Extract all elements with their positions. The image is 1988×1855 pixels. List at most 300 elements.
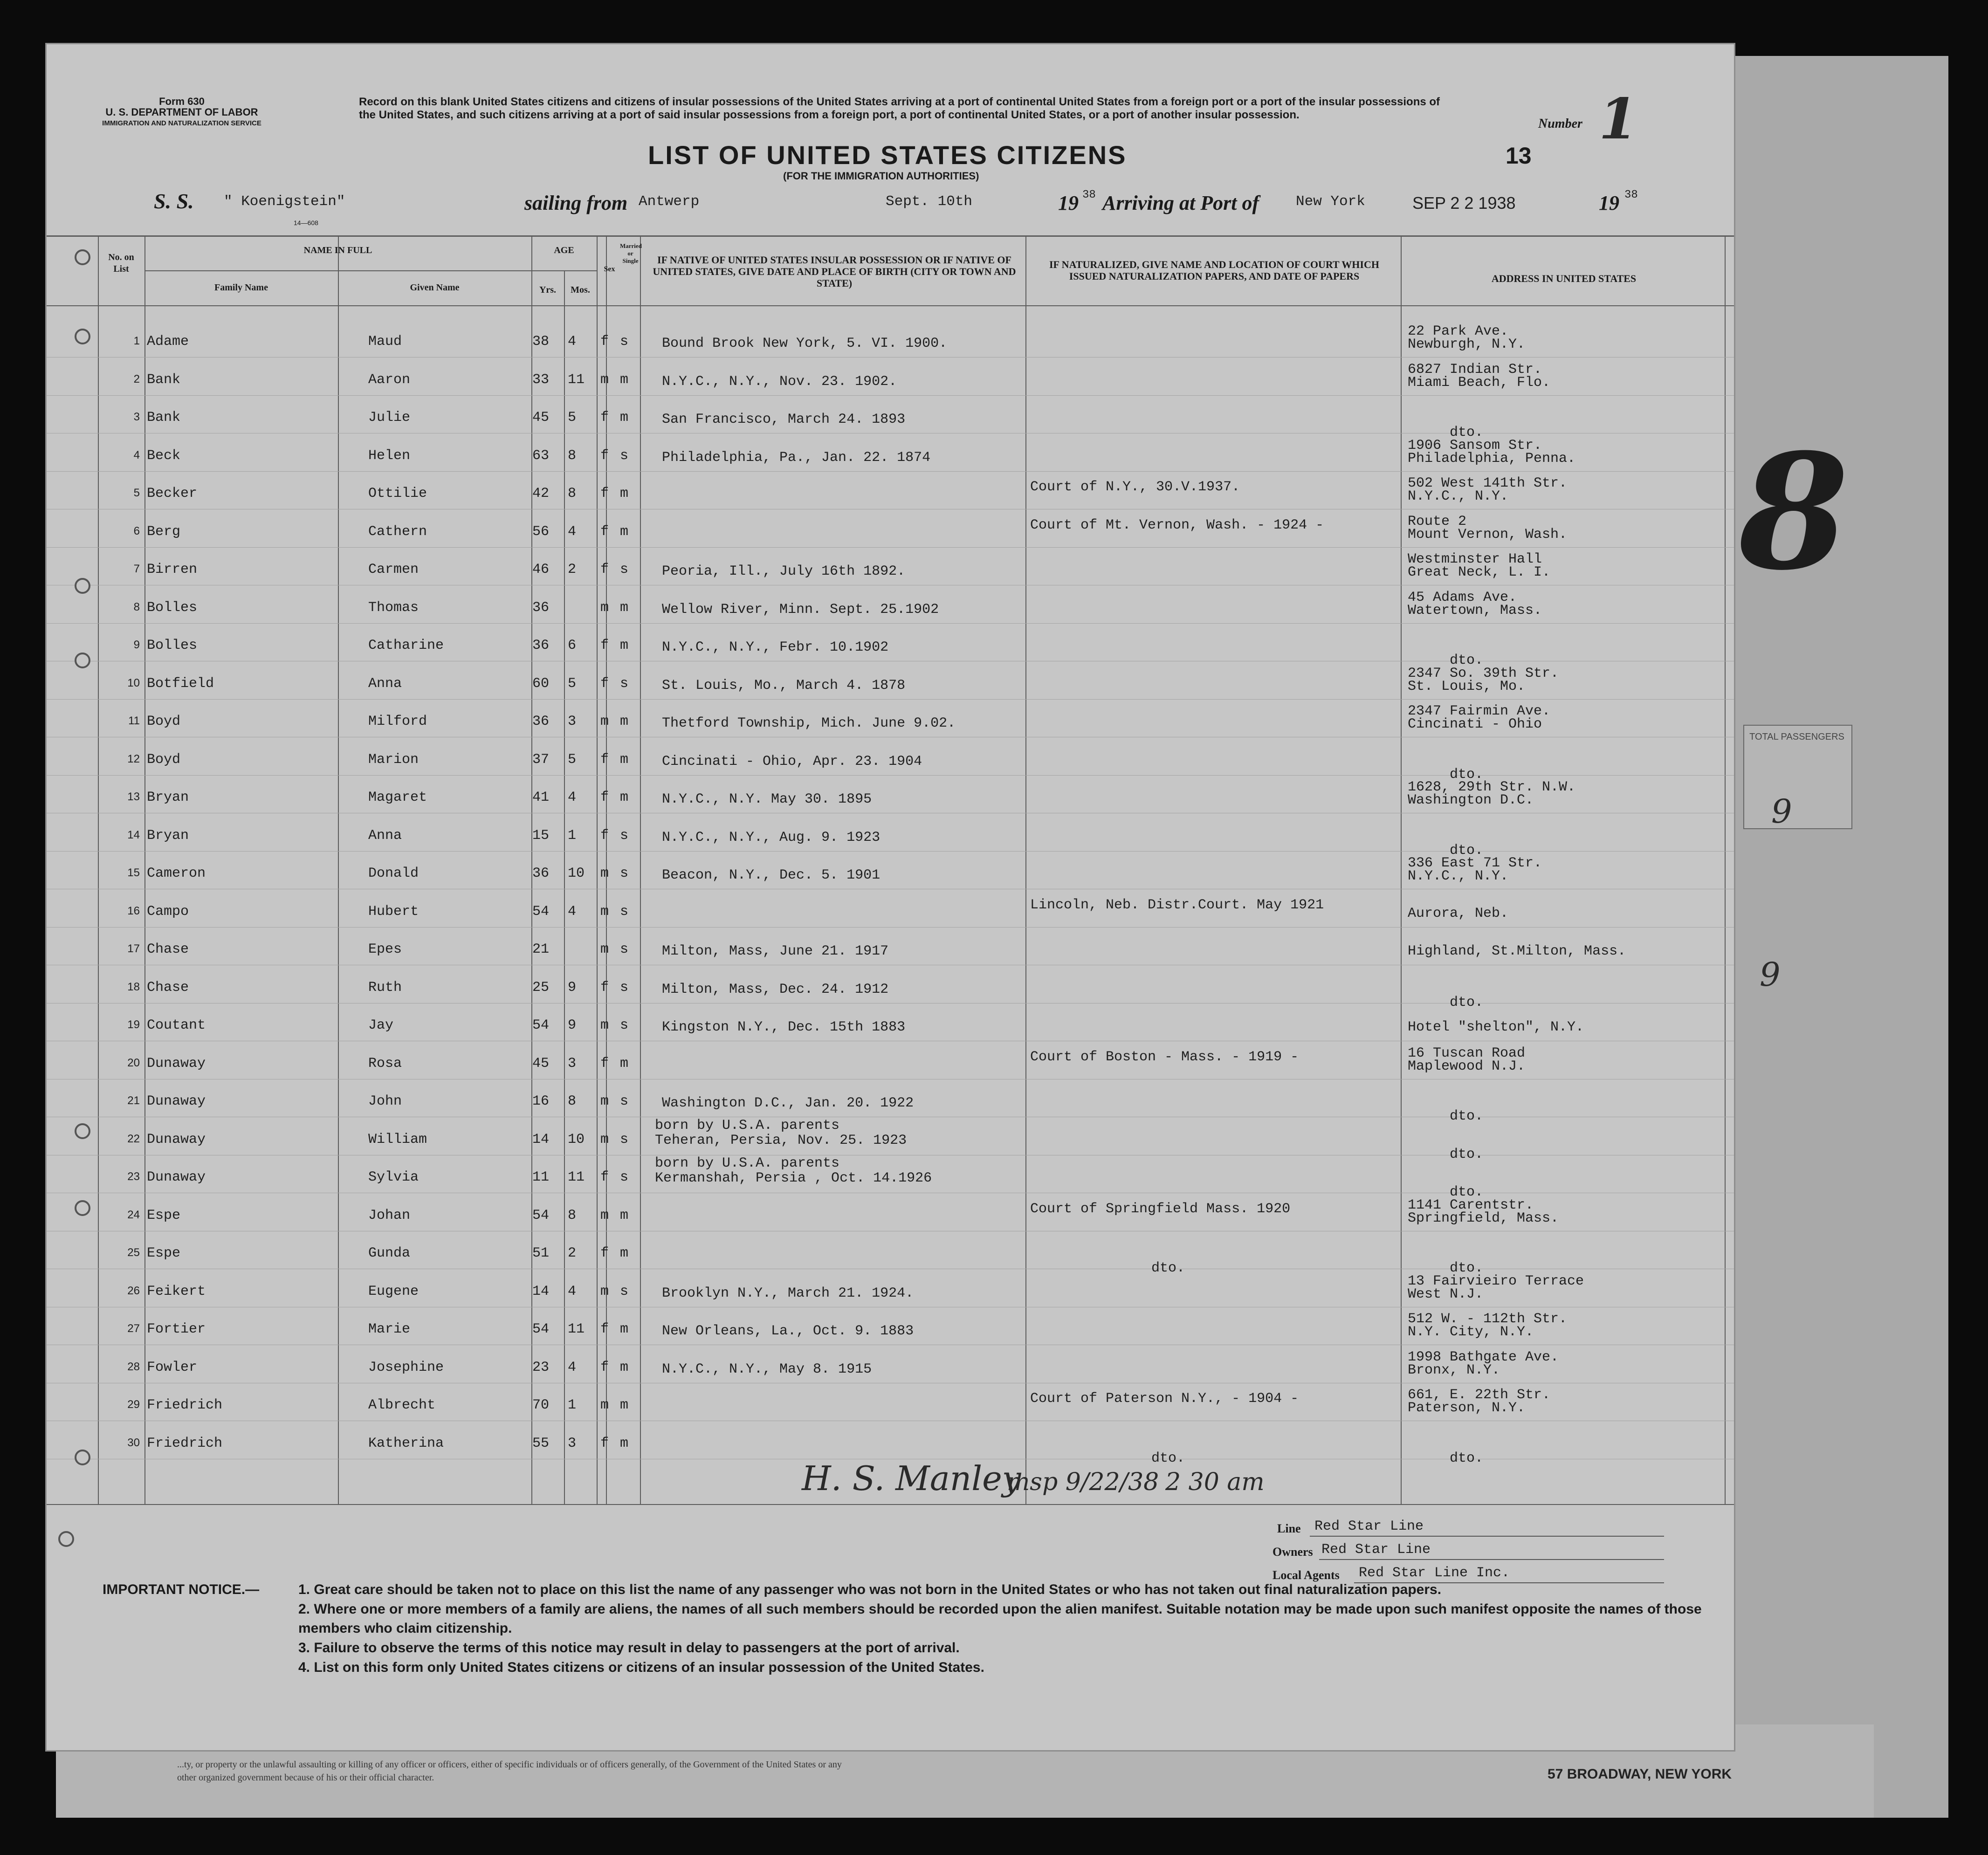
birth-place: Philadelphia, Pa., Jan. 22. 1874 xyxy=(662,449,931,466)
table-top-rule xyxy=(47,235,1734,237)
birth-place: Milton, Mass, June 21. 1917 xyxy=(662,943,889,959)
family-name: Berg xyxy=(147,523,181,540)
col-line-birth xyxy=(1025,235,1026,1504)
address-line-2: Philadelphia, Penna. xyxy=(1408,450,1576,467)
age-months: 9 xyxy=(568,1017,577,1033)
given-name: Marie xyxy=(368,1321,411,1337)
family-name: Bank xyxy=(147,371,181,388)
punch-hole xyxy=(75,1123,90,1139)
naturalization: Court of Springfield Mass. 1920 xyxy=(1030,1201,1291,1217)
age-years: 70 xyxy=(532,1397,550,1413)
agents-value: Red Star Line Inc. xyxy=(1359,1565,1510,1581)
col-line-family xyxy=(144,235,145,1504)
row-number: 8 xyxy=(133,600,140,613)
row-number: 5 xyxy=(133,487,140,499)
given-name: Rosa xyxy=(368,1055,402,1072)
given-name: Hubert xyxy=(368,903,419,920)
family-name: Friedrich xyxy=(147,1397,223,1413)
birth-place: New Orleans, La., Oct. 9. 1883 xyxy=(662,1323,914,1339)
row-rule xyxy=(47,623,1734,624)
given-name: Sylvia xyxy=(368,1169,419,1185)
address-line-1: 661, E. 22th Str. xyxy=(1408,1387,1551,1403)
page-stamp: 13 xyxy=(1506,143,1532,169)
row-number: 30 xyxy=(127,1436,140,1449)
family-name: Dunaway xyxy=(147,1093,206,1109)
given-name: Eugene xyxy=(368,1283,419,1299)
age-months: 4 xyxy=(568,1359,577,1375)
sex: f xyxy=(600,523,609,540)
birth-place: Kermanshah, Persia , Oct. 14.1926 xyxy=(655,1170,932,1186)
sailing-label: sailing from xyxy=(524,192,628,214)
family-name: Becker xyxy=(147,486,198,502)
year-suffix: 38 xyxy=(1082,189,1096,201)
birth-place-note: born by U.S.A. parents xyxy=(655,1155,840,1171)
punch-hole xyxy=(75,249,90,265)
age-years: 46 xyxy=(532,562,550,577)
col-head-age: AGE xyxy=(554,245,574,255)
age-months: 11 xyxy=(568,1321,585,1337)
sex: f xyxy=(600,334,609,350)
marital-status: s xyxy=(620,675,629,692)
birth-place: Peoria, Ill., July 16th 1892. xyxy=(662,563,906,579)
age-months: 9 xyxy=(568,979,577,996)
marital-status: m xyxy=(620,1321,629,1337)
address-line-1: 6827 Indian Str. xyxy=(1408,361,1542,378)
address-line-2: N.Y. City, N.Y. xyxy=(1408,1324,1534,1340)
age-months: 2 xyxy=(568,562,577,577)
address-line-2: West N.J. xyxy=(1408,1286,1484,1302)
family-name: Boyd xyxy=(147,751,181,768)
family-name: Chase xyxy=(147,979,189,996)
given-name: Ottilie xyxy=(368,486,427,502)
marital-status: m xyxy=(620,1055,629,1072)
age-years: 56 xyxy=(532,523,550,540)
age-years: 45 xyxy=(532,410,550,426)
table-bottom-rule xyxy=(47,1504,1734,1505)
address-line-2: Great Neck, L. I. xyxy=(1408,564,1551,580)
address-line-1: 1628, 29th Str. N.W. xyxy=(1408,779,1576,795)
birth-place: Brooklyn N.Y., March 21. 1924. xyxy=(662,1285,914,1301)
family-name: Dunaway xyxy=(147,1055,206,1072)
marital-status: s xyxy=(620,1017,629,1033)
given-name: Marion xyxy=(368,751,419,768)
marital-status: m xyxy=(620,599,629,616)
birth-place: Washington D.C., Jan. 20. 1922 xyxy=(662,1095,914,1111)
age-months: 5 xyxy=(568,410,577,426)
marital-status: s xyxy=(620,1283,629,1299)
punch-hole xyxy=(75,1200,90,1216)
given-name: William xyxy=(368,1131,427,1147)
row-number: 17 xyxy=(127,942,140,955)
col-head-yrs: Yrs. xyxy=(539,285,557,295)
given-name: Thomas xyxy=(368,599,419,616)
given-name: John xyxy=(368,1093,402,1109)
birth-place: N.Y.C., N.Y., Aug. 9. 1923 xyxy=(662,829,880,845)
age-months: 1 xyxy=(568,827,577,844)
naturalization: Court of N.Y., 30.V.1937. xyxy=(1030,479,1240,495)
family-name: Fowler xyxy=(147,1359,198,1375)
age-months: 11 xyxy=(568,371,585,388)
line-underline xyxy=(1310,1536,1664,1537)
row-number: 22 xyxy=(127,1132,140,1145)
given-name: Aaron xyxy=(368,371,411,388)
department-name: U. S. DEPARTMENT OF LABOR xyxy=(105,106,258,118)
year-prefix: 19 xyxy=(1058,192,1079,214)
marital-status: m xyxy=(620,371,629,388)
family-name: Coutant xyxy=(147,1017,206,1033)
given-name: Johan xyxy=(368,1207,411,1223)
age-months: 11 xyxy=(568,1169,585,1185)
address-line-2: Maplewood N.J. xyxy=(1408,1058,1526,1074)
age-years: 54 xyxy=(532,1321,550,1337)
family-name: Friedrich xyxy=(147,1435,223,1451)
birth-place: Bound Brook New York, 5. VI. 1900. xyxy=(662,336,948,351)
sex: f xyxy=(600,979,609,996)
address-line-1: 13 Fairvieiro Terrace xyxy=(1408,1273,1584,1289)
row-number: 28 xyxy=(127,1360,140,1373)
birth-place: N.Y.C., N.Y., Febr. 10.1902 xyxy=(662,639,889,655)
row-number: 25 xyxy=(127,1246,140,1259)
address-line-2: Paterson, N.Y. xyxy=(1408,1400,1526,1416)
given-name: Anna xyxy=(368,827,402,844)
address-line-2: Newburgh, N.Y. xyxy=(1408,337,1526,352)
address-line-1: 1141 Carentstr. xyxy=(1408,1197,1534,1213)
sex: f xyxy=(600,1359,609,1375)
birth-place: San Francisco, March 24. 1893 xyxy=(662,412,906,427)
marital-status: m xyxy=(620,410,629,426)
marital-status: m xyxy=(620,486,629,502)
age-months: 5 xyxy=(568,675,577,692)
family-name: Espe xyxy=(147,1245,181,1261)
age-years: 16 xyxy=(532,1093,550,1109)
address-line-1: 1906 Sansom Str. xyxy=(1408,437,1542,453)
year-suffix-2: 38 xyxy=(1624,189,1638,201)
sex: f xyxy=(600,790,609,805)
address-line-2: Highland, St.Milton, Mass. xyxy=(1408,943,1626,959)
given-name: Maud xyxy=(368,334,402,350)
birth-place-note: born by U.S.A. parents xyxy=(655,1117,840,1134)
list-title: LIST OF UNITED STATES CITIZENS xyxy=(648,140,1127,170)
printer-address: 57 BROADWAY, NEW YORK xyxy=(1548,1766,1732,1782)
marital-status: m xyxy=(620,638,629,653)
age-years: 36 xyxy=(532,714,550,729)
age-months: 10 xyxy=(568,866,585,881)
row-number: 29 xyxy=(127,1398,140,1411)
row-number: 1 xyxy=(133,335,140,347)
birth-place: Beacon, N.Y., Dec. 5. 1901 xyxy=(662,867,880,883)
inspector-time: 2 30 am xyxy=(1165,1468,1265,1496)
address-line-2: Hotel "shelton", N.Y. xyxy=(1408,1019,1584,1035)
address-line-2: N.Y.C., N.Y. xyxy=(1408,868,1509,884)
age-years: 14 xyxy=(532,1283,550,1299)
header-bottom-rule xyxy=(47,305,1734,306)
address-line-1: 512 W. - 112th Str. xyxy=(1408,1311,1568,1327)
age-years: 54 xyxy=(532,1207,550,1223)
row-rule xyxy=(47,927,1734,928)
given-name: Carmen xyxy=(368,562,419,577)
record-note: Record on this blank United States citizens and citizens of insular possessions of the United States arriving at a port of continental United States from a foreign port or a port of the insular possessions of the United States, and such citizens arriving at a port of said insular possessions from a foreign port, a port of continental United States, or a port of another insular possession. xyxy=(359,96,1440,121)
age-years: 45 xyxy=(532,1055,550,1072)
address-line-1: 336 East 71 Str. xyxy=(1408,855,1542,871)
marital-status: s xyxy=(620,827,629,844)
age-months: 8 xyxy=(568,486,577,502)
address-line-2: dto. xyxy=(1450,425,1484,440)
age-years: 21 xyxy=(532,941,550,957)
family-name: Fortier xyxy=(147,1321,206,1337)
age-months: 3 xyxy=(568,714,577,729)
address-line-2: Springfield, Mass. xyxy=(1408,1210,1559,1226)
number-value: 1 xyxy=(1599,86,1638,152)
sex: m xyxy=(600,371,609,388)
family-name: Birren xyxy=(147,562,198,577)
marital-status: s xyxy=(620,903,629,920)
sex: f xyxy=(600,1321,609,1337)
given-name: Gunda xyxy=(368,1245,411,1261)
row-number: 14 xyxy=(127,828,140,841)
age-years: 38 xyxy=(532,334,550,350)
row-number: 11 xyxy=(128,715,140,727)
address-line-2: dto. xyxy=(1450,994,1484,1010)
address-line-2: Washington D.C. xyxy=(1408,792,1534,808)
row-number: 4 xyxy=(133,448,140,461)
sex: m xyxy=(600,714,609,729)
age-years: 51 xyxy=(532,1245,550,1261)
sex: f xyxy=(600,447,609,464)
row-number: 20 xyxy=(127,1056,140,1069)
sailing-date: Sept. 10th xyxy=(886,193,973,210)
row-rule xyxy=(47,699,1734,700)
form-number: Form 630 xyxy=(159,96,205,107)
marital-status: m xyxy=(620,790,629,805)
col-head-no: No. on List xyxy=(108,252,134,274)
age-months: 4 xyxy=(568,523,577,540)
family-name: Dunaway xyxy=(147,1169,206,1185)
sex: m xyxy=(600,1207,609,1223)
age-years: 14 xyxy=(532,1131,550,1147)
age-years: 25 xyxy=(532,979,550,996)
address-line-2: Bronx, N.Y. xyxy=(1408,1362,1500,1378)
naturalization: Lincoln, Neb. Distr.Court. May 1921 xyxy=(1030,897,1324,913)
notice-item-2: 2. Where one or more members of a family are aliens, the names of all such members should be recorded upon the alien manifest. Suitable notation may be made upon such manifest opposite the names of those members who claim citizenship. xyxy=(298,1601,1702,1636)
notice-item-4: 4. List on this form only United States citizens or citizens of an insular possession of the United States. xyxy=(298,1660,984,1675)
under-page-text-2: other organized government because of his or their official character. xyxy=(177,1773,434,1783)
family-name: Feikert xyxy=(147,1283,206,1299)
sex: m xyxy=(600,1397,609,1413)
family-name: Chase xyxy=(147,941,189,957)
given-name: Katherina xyxy=(368,1435,444,1451)
birth-place: Teheran, Persia, Nov. 25. 1923 xyxy=(655,1132,907,1148)
arriving-label: Arriving at Port of xyxy=(1102,192,1259,214)
list-subtitle: (FOR THE IMMIGRATION AUTHORITIES) xyxy=(783,170,979,182)
age-years: 15 xyxy=(532,827,550,844)
owners-underline xyxy=(1319,1559,1664,1560)
row-number: 2 xyxy=(133,372,140,385)
row-rule xyxy=(47,395,1734,396)
given-name: Jay xyxy=(368,1017,394,1033)
col-head-address: ADDRESS IN UNITED STATES xyxy=(1491,273,1637,284)
naturalization: Court of Paterson N.Y., - 1904 - xyxy=(1030,1391,1299,1407)
col-line-given xyxy=(338,235,339,1504)
col-head-given: Given Name xyxy=(410,282,460,293)
marital-status: s xyxy=(620,1093,629,1109)
line-value: Red Star Line xyxy=(1314,1518,1424,1534)
notice-item-1: 1. Great care should be taken not to place on this list the name of any passenger who was not born in the United States or who has not taken out final naturalization papers. xyxy=(298,1582,1442,1597)
birth-place: N.Y.C., N.Y., Nov. 23. 1902. xyxy=(662,373,897,390)
punch-hole xyxy=(75,653,90,668)
family-name: Cameron xyxy=(147,866,206,881)
row-number: 6 xyxy=(133,524,140,537)
sex: m xyxy=(600,599,609,616)
address-line-2: dto. xyxy=(1450,1260,1484,1276)
age-years: 42 xyxy=(532,486,550,502)
birth-place: Thetford Township, Mich. June 9.02. xyxy=(662,715,956,731)
age-years: 33 xyxy=(532,371,550,388)
row-number: 13 xyxy=(127,790,140,803)
marital-status: s xyxy=(620,447,629,464)
marital-status: s xyxy=(620,979,629,996)
age-years: 36 xyxy=(532,638,550,653)
family-name: Boyd xyxy=(147,714,181,729)
marital-status: m xyxy=(620,1359,629,1375)
agents-label: Local Agents xyxy=(1273,1568,1340,1582)
address-line-1: 16 Tuscan Road xyxy=(1408,1045,1526,1061)
age-years: 63 xyxy=(532,447,550,464)
address-line-1: Westminster Hall xyxy=(1408,551,1542,567)
address-line-2: Mount Vernon, Wash. xyxy=(1408,526,1568,543)
marital-status: m xyxy=(620,714,629,729)
family-name: Bank xyxy=(147,410,181,426)
address-line-2: Aurora, Neb. xyxy=(1408,905,1509,921)
col-head-name-in-full: NAME IN FULL xyxy=(303,245,372,255)
col-head-sex: Sex xyxy=(604,265,615,273)
age-years: 55 xyxy=(532,1435,550,1451)
address-line-2: dto. xyxy=(1450,1146,1484,1162)
address-line-1: 1998 Bathgate Ave. xyxy=(1408,1349,1559,1365)
address-line-1: 502 West 141th Str. xyxy=(1408,475,1568,491)
address-line-2: dto. xyxy=(1450,1450,1484,1466)
row-number: 9 xyxy=(133,639,140,651)
sex: f xyxy=(600,751,609,768)
family-name: Espe xyxy=(147,1207,181,1223)
age-years: 41 xyxy=(532,790,550,805)
given-name: Magaret xyxy=(368,790,427,805)
age-years: 37 xyxy=(532,751,550,768)
birth-place: St. Louis, Mo., March 4. 1878 xyxy=(662,677,906,694)
birth-place: N.Y.C., N.Y. May 30. 1895 xyxy=(662,791,872,807)
sex: m xyxy=(600,1283,609,1299)
family-name: Bryan xyxy=(147,790,189,805)
address-line-2: Cincinati - Ohio xyxy=(1408,716,1542,732)
given-name: Catharine xyxy=(368,638,444,653)
given-name: Donald xyxy=(368,866,419,881)
from-port: Antwerp xyxy=(639,193,700,210)
given-name: Albrecht xyxy=(368,1397,436,1413)
row-rule xyxy=(47,471,1734,472)
address-line-2: dto. xyxy=(1450,766,1484,783)
form-small-code: 14—608 xyxy=(294,219,318,227)
total-passengers-2: 9 xyxy=(1760,955,1781,994)
col-line-nat xyxy=(1401,235,1402,1504)
age-months: 6 xyxy=(568,638,577,653)
row-rule xyxy=(47,547,1734,548)
sex: f xyxy=(600,638,609,653)
naturalization: Court of Boston - Mass. - 1919 - xyxy=(1030,1049,1299,1065)
row-number: 10 xyxy=(127,676,140,689)
address-line-2: dto. xyxy=(1450,653,1484,668)
age-years: 60 xyxy=(532,675,550,692)
family-name: Campo xyxy=(147,903,189,920)
sex: f xyxy=(600,1055,609,1072)
row-number: 7 xyxy=(133,563,140,575)
age-years: 36 xyxy=(532,599,550,616)
row-number: 26 xyxy=(127,1284,140,1297)
marital-status: m xyxy=(620,1245,629,1261)
age-months: 8 xyxy=(568,1207,577,1223)
address-line-1: 45 Adams Ave. xyxy=(1408,589,1517,605)
number-label: Number xyxy=(1538,117,1582,131)
row-number: 18 xyxy=(127,980,140,993)
total-passengers-1: 9 xyxy=(1771,792,1792,831)
notice-item-3: 3. Failure to observe the terms of this notice may result in delay to passengers at the port of arrival. xyxy=(298,1640,960,1656)
marital-status: s xyxy=(620,1169,629,1185)
sex: m xyxy=(600,1131,609,1147)
marital-status: m xyxy=(620,1397,629,1413)
address-line-1: 2347 Fairmin Ave. xyxy=(1408,703,1551,719)
to-port: New York xyxy=(1296,193,1365,210)
family-name: Bolles xyxy=(147,599,198,616)
age-months: 10 xyxy=(568,1131,585,1147)
row-number: 23 xyxy=(127,1170,140,1183)
col-line-no xyxy=(98,235,99,1504)
address-line-2: dto. xyxy=(1450,1184,1484,1200)
age-months: 3 xyxy=(568,1435,577,1451)
col-head-mos: Mos. xyxy=(571,285,590,295)
given-name: Milford xyxy=(368,714,427,729)
age-years: 11 xyxy=(532,1169,550,1185)
inspector-signature: H. S. Manley xyxy=(802,1459,1021,1498)
given-name: Anna xyxy=(368,675,402,692)
address-line-1: 22 Park Ave. xyxy=(1408,323,1509,339)
sex: f xyxy=(600,1245,609,1261)
naturalization: dto. xyxy=(1151,1260,1185,1276)
age-months: 5 xyxy=(568,751,577,768)
notice-heading: IMPORTANT NOTICE.— xyxy=(103,1582,260,1597)
under-page-text-1: ...ty, or property or the unlawful assaulting or killing of any officer or officers, either of specific individuals or of officers generally, of the Government of the United States or any xyxy=(177,1759,842,1770)
inspector-note: msp 9/22/38 xyxy=(1007,1468,1159,1496)
given-name: Julie xyxy=(368,410,411,426)
col-line-mos xyxy=(564,270,565,1504)
address-line-2: dto. xyxy=(1450,842,1484,859)
birth-place: N.Y.C., N.Y., May 8. 1915 xyxy=(662,1361,872,1377)
age-months: 4 xyxy=(568,903,577,920)
sex: f xyxy=(600,1169,609,1185)
punch-hole xyxy=(75,578,90,594)
sex: f xyxy=(600,1435,609,1451)
family-name: Botfield xyxy=(147,675,214,692)
sex: m xyxy=(600,866,609,881)
col-line-end xyxy=(1725,235,1726,1504)
address-line-2: dto. xyxy=(1450,1108,1484,1124)
row-number: 3 xyxy=(133,411,140,423)
birth-place: Cincinati - Ohio, Apr. 23. 1904 xyxy=(662,753,922,769)
marital-status: m xyxy=(620,1435,629,1451)
given-name: Helen xyxy=(368,447,411,464)
row-number: 21 xyxy=(127,1094,140,1107)
age-months: 3 xyxy=(568,1055,577,1072)
age-months: 8 xyxy=(568,447,577,464)
age-months: 4 xyxy=(568,334,577,350)
sex: m xyxy=(600,941,609,957)
